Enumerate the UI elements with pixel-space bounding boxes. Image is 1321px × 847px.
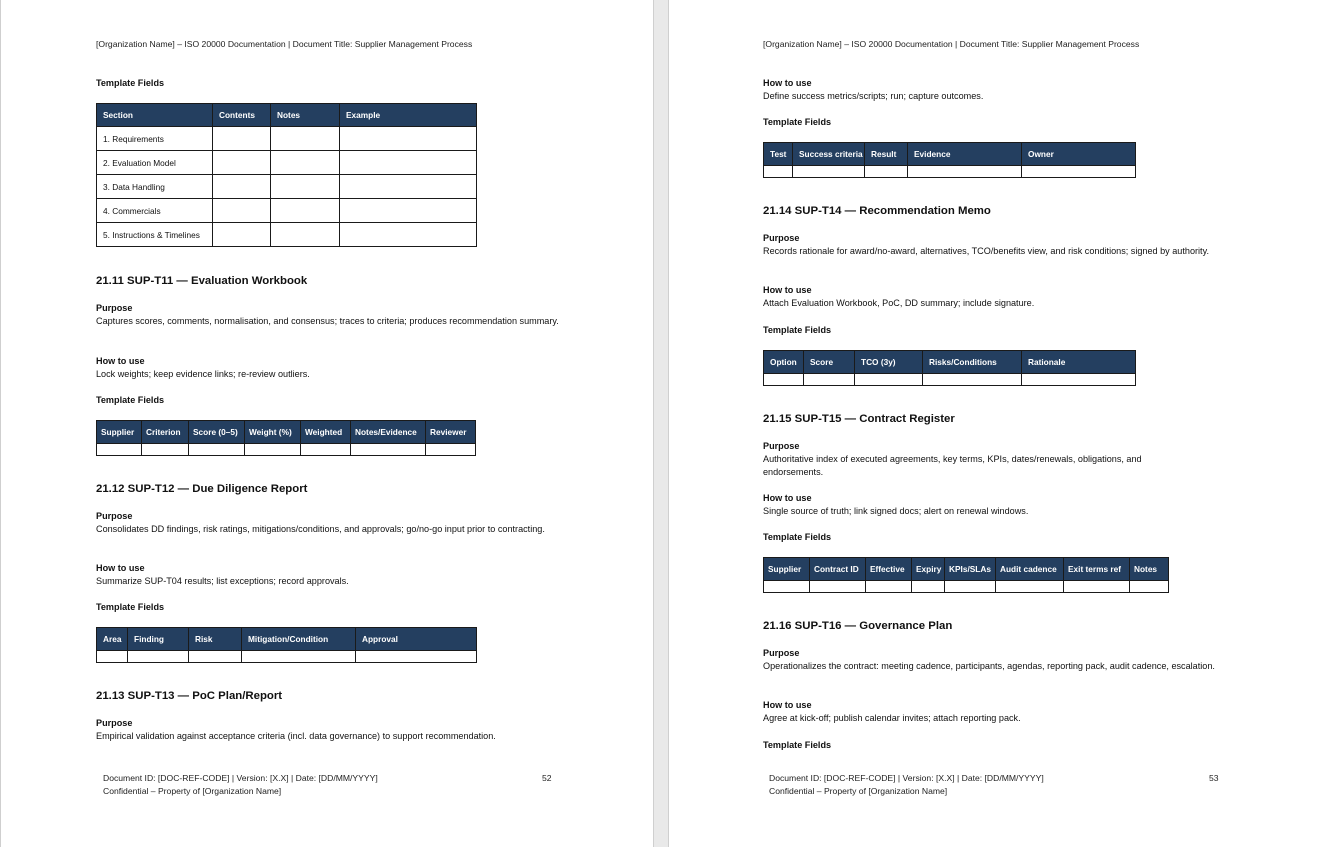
- how-to-use-text: Summarize SUP-T04 results; list exceptions; record approvals.: [96, 576, 349, 586]
- table-cell[interactable]: [804, 374, 855, 386]
- column-header: Effective: [866, 558, 912, 581]
- column-header: Exit terms ref: [1064, 558, 1130, 581]
- column-header: Rationale: [1022, 351, 1136, 374]
- table-cell[interactable]: [764, 581, 810, 593]
- table-cell[interactable]: [340, 175, 477, 199]
- template-fields-label: Template Fields: [763, 532, 832, 542]
- table-cell[interactable]: [340, 223, 477, 247]
- table-cell[interactable]: [855, 374, 923, 386]
- table-cell[interactable]: [764, 374, 804, 386]
- table-cell[interactable]: [340, 127, 477, 151]
- column-header: Notes: [271, 104, 340, 127]
- how-to-use-label: How to use: [763, 78, 812, 88]
- table-header-row: [97, 421, 476, 444]
- table-row: [97, 127, 477, 151]
- table-header-row: [764, 558, 1169, 581]
- template-fields-label: Template Fields: [96, 78, 165, 88]
- column-header: Risk: [189, 628, 242, 651]
- how-to-use-text: Lock weights; keep evidence links; re-review outliers.: [96, 369, 310, 379]
- how-to-use-text: Attach Evaluation Workbook, PoC, DD summary; include signature.: [763, 298, 1035, 308]
- section-heading-21-16: 21.16 SUP-T16 — Governance Plan: [763, 620, 953, 632]
- recommendation-memo-table: [763, 350, 1136, 386]
- table-cell[interactable]: [301, 444, 351, 456]
- table-cell[interactable]: [356, 651, 477, 663]
- column-header: Score (0–5): [189, 421, 245, 444]
- table-row: [97, 223, 477, 247]
- table-row: [764, 581, 1169, 593]
- column-header: Weight (%): [245, 421, 301, 444]
- document-page-53: [668, 0, 1321, 847]
- table-row: [97, 651, 477, 663]
- how-to-use-label: How to use: [96, 356, 145, 366]
- how-to-use-text: Single source of truth; link signed docs; alert on renewal windows.: [763, 506, 1029, 516]
- table-cell[interactable]: [351, 444, 426, 456]
- table-cell[interactable]: [764, 166, 793, 178]
- how-to-use-label: How to use: [763, 700, 812, 710]
- table-cell: 4. Commercials: [97, 199, 213, 223]
- table-cell[interactable]: [213, 175, 271, 199]
- table-cell: 2. Evaluation Model: [97, 151, 213, 175]
- footer-confidential: Confidential – Property of [Organization Name]: [769, 786, 948, 796]
- page-header: [Organization Name] – ISO 20000 Documentation | Document Title: Supplier Management Process: [96, 39, 473, 49]
- section-heading-21-14: 21.14 SUP-T14 — Recommendation Memo: [763, 205, 991, 217]
- template-fields-label: Template Fields: [763, 117, 832, 127]
- table-cell[interactable]: [271, 151, 340, 175]
- page-header: [Organization Name] – ISO 20000 Documentation | Document Title: Supplier Management Process: [763, 39, 1140, 49]
- table-cell[interactable]: [866, 581, 912, 593]
- column-header: Section: [97, 104, 213, 127]
- table-cell[interactable]: [923, 374, 1022, 386]
- template-fields-label: Template Fields: [96, 602, 165, 612]
- footer-doc-line: Document ID: [DOC-REF-CODE] | Version: [X.X] | Date: [DD/MM/YYYY]: [769, 773, 1044, 783]
- purpose-label: Purpose: [96, 303, 133, 313]
- table-cell[interactable]: [97, 651, 128, 663]
- section-heading-21-13: 21.13 SUP-T13 — PoC Plan/Report: [96, 690, 283, 702]
- column-header: Weighted: [301, 421, 351, 444]
- section-heading-21-15: 21.15 SUP-T15 — Contract Register: [763, 413, 955, 425]
- page-number: 52: [542, 773, 552, 783]
- column-header: Owner: [1022, 143, 1136, 166]
- table-cell: 3. Data Handling: [97, 175, 213, 199]
- how-to-use-label: How to use: [763, 285, 812, 295]
- column-header: Approval: [356, 628, 477, 651]
- table-cell[interactable]: [213, 151, 271, 175]
- column-header: Result: [865, 143, 908, 166]
- table-cell[interactable]: [97, 444, 142, 456]
- footer-confidential: Confidential – Property of [Organization Name]: [103, 786, 282, 796]
- purpose-text: Records rationale for award/no-award, alternatives, TCO/benefits view, and risk conditions; signed by authority.: [763, 246, 1209, 256]
- table-cell[interactable]: [810, 581, 866, 593]
- table-cell[interactable]: [340, 199, 477, 223]
- how-to-use-text: Define success metrics/scripts; run; capture outcomes.: [763, 91, 984, 101]
- section-heading-21-12: 21.12 SUP-T12 — Due Diligence Report: [96, 483, 308, 495]
- table-cell[interactable]: [426, 444, 476, 456]
- column-header: Score: [804, 351, 855, 374]
- column-header: Audit cadence: [996, 558, 1064, 581]
- column-header: Mitigation/Condition: [242, 628, 356, 651]
- how-to-use-text: Agree at kick-off; publish calendar invites; attach reporting pack.: [763, 713, 1021, 723]
- table-cell[interactable]: [271, 175, 340, 199]
- table-cell[interactable]: [1130, 581, 1169, 593]
- table-cell[interactable]: [271, 127, 340, 151]
- column-header: Example: [340, 104, 477, 127]
- column-header: Contract ID: [810, 558, 866, 581]
- column-header: Success criteria: [793, 143, 865, 166]
- column-header: TCO (3y): [855, 351, 923, 374]
- table-cell[interactable]: [1022, 166, 1136, 178]
- purpose-text: Authoritative index of executed agreements, key terms, KPIs, dates/renewals, obligations, and endorsements.: [763, 454, 1142, 477]
- column-header: Option: [764, 351, 804, 374]
- template-fields-label: Template Fields: [763, 740, 832, 750]
- purpose-text: Consolidates DD findings, risk ratings, mitigations/conditions, and approvals; go/no-go input prior to contracting.: [96, 524, 545, 534]
- how-to-use-label: How to use: [96, 563, 145, 573]
- purpose-label: Purpose: [763, 233, 800, 243]
- column-header: Notes: [1130, 558, 1169, 581]
- column-header: Supplier: [764, 558, 810, 581]
- table-cell[interactable]: [142, 444, 189, 456]
- table-header-row: [764, 143, 1136, 166]
- purpose-label: Purpose: [763, 441, 800, 451]
- table-cell[interactable]: [213, 127, 271, 151]
- contract-register-table: [763, 557, 1169, 593]
- section-heading-21-11: 21.11 SUP-T11 — Evaluation Workbook: [96, 275, 308, 287]
- table-cell[interactable]: [865, 166, 908, 178]
- table-cell: 1. Requirements: [97, 127, 213, 151]
- template-fields-table: [96, 103, 477, 247]
- poc-plan-table: [763, 142, 1136, 178]
- column-header: Risks/Conditions: [923, 351, 1022, 374]
- table-header-row: [97, 104, 477, 127]
- table-cell[interactable]: [242, 651, 356, 663]
- purpose-text: Captures scores, comments, normalisation, and consensus; traces to criteria; produces recommendation summary.: [96, 316, 559, 326]
- table-cell: 5. Instructions & Timelines: [97, 223, 213, 247]
- table-cell[interactable]: [271, 223, 340, 247]
- table-cell[interactable]: [1064, 581, 1130, 593]
- table-cell[interactable]: [213, 223, 271, 247]
- purpose-label: Purpose: [96, 718, 133, 728]
- table-cell[interactable]: [189, 444, 245, 456]
- table-row: [97, 151, 477, 175]
- column-header: KPIs/SLAs: [945, 558, 996, 581]
- column-header: Contents: [213, 104, 271, 127]
- column-header: Finding: [128, 628, 189, 651]
- table-cell[interactable]: [245, 444, 301, 456]
- table-cell[interactable]: [1022, 374, 1136, 386]
- due-diligence-table: [96, 627, 477, 663]
- template-fields-label: Template Fields: [96, 395, 165, 405]
- how-to-use-label: How to use: [763, 493, 812, 503]
- table-row: [764, 374, 1136, 386]
- document-page-52: [0, 0, 654, 847]
- table-header-row: [764, 351, 1136, 374]
- column-header: Expiry: [912, 558, 945, 581]
- table-cell[interactable]: [213, 199, 271, 223]
- footer-doc-line: Document ID: [DOC-REF-CODE] | Version: [X.X] | Date: [DD/MM/YYYY]: [103, 773, 378, 783]
- column-header: Evidence: [908, 143, 1022, 166]
- table-cell[interactable]: [271, 199, 340, 223]
- evaluation-workbook-table: [96, 420, 476, 456]
- column-header: Test: [764, 143, 793, 166]
- purpose-text: Operationalizes the contract: meeting cadence, participants, agendas, reporting pack, audit cadence, escalation.: [763, 661, 1215, 671]
- table-row: [764, 166, 1136, 178]
- table-row: [97, 175, 477, 199]
- column-header: Reviewer: [426, 421, 476, 444]
- table-row: [97, 199, 477, 223]
- purpose-label: Purpose: [763, 648, 800, 658]
- table-cell[interactable]: [996, 581, 1064, 593]
- table-cell[interactable]: [340, 151, 477, 175]
- page-number: 53: [1209, 773, 1219, 783]
- table-cell[interactable]: [945, 581, 996, 593]
- table-cell[interactable]: [908, 166, 1022, 178]
- column-header: Area: [97, 628, 128, 651]
- purpose-label: Purpose: [96, 511, 133, 521]
- column-header: Criterion: [142, 421, 189, 444]
- table-header-row: [97, 628, 477, 651]
- purpose-text: Empirical validation against acceptance criteria (incl. data governance) to support recommendation.: [96, 731, 496, 741]
- table-cell[interactable]: [128, 651, 189, 663]
- table-cell[interactable]: [189, 651, 242, 663]
- column-header: Supplier: [97, 421, 142, 444]
- table-row: [97, 444, 476, 456]
- column-header: Notes/Evidence: [351, 421, 426, 444]
- table-cell[interactable]: [793, 166, 865, 178]
- template-fields-label: Template Fields: [763, 325, 832, 335]
- table-cell[interactable]: [912, 581, 945, 593]
